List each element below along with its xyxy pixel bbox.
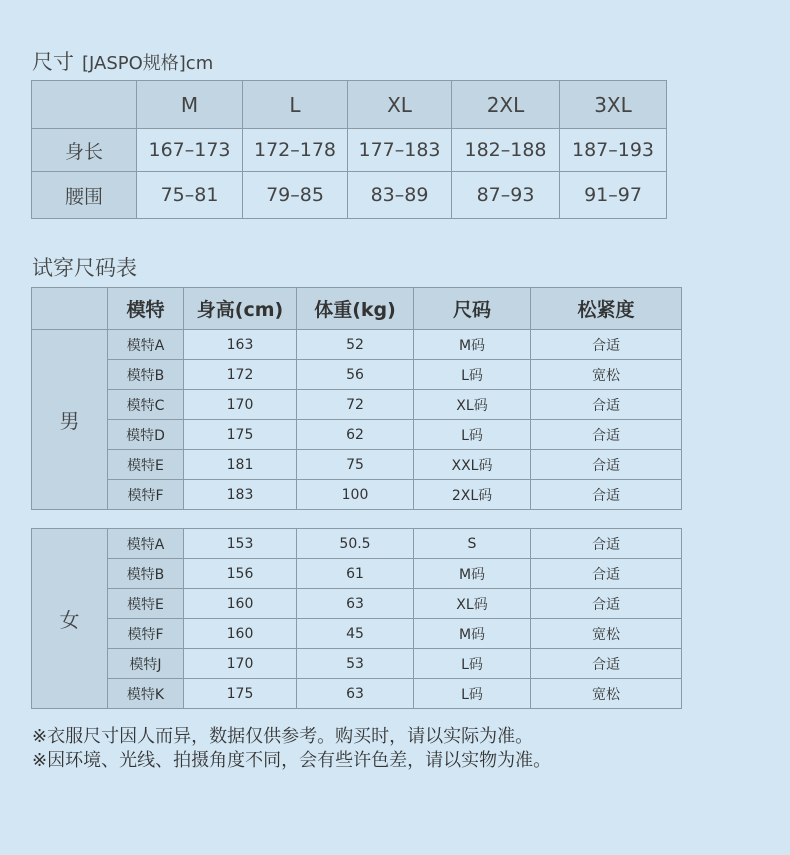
fit-table-female: [31, 528, 682, 709]
fit-size: L码: [414, 420, 531, 450]
fit-weight: 75: [297, 450, 414, 480]
fit-weight: 52: [297, 330, 414, 360]
size-header-l: L: [243, 81, 348, 129]
fit-row: [32, 679, 682, 709]
size-cell: 83–89: [348, 172, 452, 219]
fit-size: L码: [414, 679, 531, 709]
fit-row: [32, 559, 682, 589]
fit-row: [32, 529, 682, 559]
fit-weight: 45: [297, 619, 414, 649]
size-table: [31, 80, 667, 219]
fit-height: 163: [184, 330, 297, 360]
fit-model-name: 模特J: [108, 649, 184, 679]
fit-height: 170: [184, 390, 297, 420]
fit-tightness: 合适: [531, 450, 682, 480]
fit-header-fit: 松紧度: [531, 288, 682, 330]
fit-tightness: 合适: [531, 649, 682, 679]
fit-header-row: [32, 288, 682, 330]
size-header-3xl: 3XL: [560, 81, 667, 129]
fit-tightness: 宽松: [531, 619, 682, 649]
fit-height: 181: [184, 450, 297, 480]
fit-weight: 61: [297, 559, 414, 589]
fit-model-name: 模特E: [108, 589, 184, 619]
fit-size: L码: [414, 649, 531, 679]
size-cell: 79–85: [243, 172, 348, 219]
fit-tightness: 合适: [531, 589, 682, 619]
size-cell: 177–183: [348, 129, 452, 172]
size-cell: 167–173: [137, 129, 243, 172]
fit-group-label: 女: [32, 529, 108, 709]
size-header-blank: [32, 81, 137, 129]
size-row-waist: [32, 172, 667, 219]
fit-height: 153: [184, 529, 297, 559]
fit-tightness: 合适: [531, 420, 682, 450]
size-header-2xl: 2XL: [452, 81, 560, 129]
fit-size: XL码: [414, 390, 531, 420]
fit-model-name: 模特D: [108, 420, 184, 450]
size-row-label: 腰围: [32, 172, 137, 219]
fit-header-weight: 体重(kg): [297, 288, 414, 330]
note-size-variance: ※衣服尺寸因人而异，数据仅供参考。购买时，请以实际为准。: [32, 726, 534, 747]
fit-weight: 62: [297, 420, 414, 450]
note-color-variance: ※因环境、光线、拍摄角度不同，会有些许色差，请以实物为准。: [32, 750, 552, 771]
fit-row: [32, 360, 682, 390]
fit-tightness: 合适: [531, 529, 682, 559]
fit-size: L码: [414, 360, 531, 390]
fit-weight: 63: [297, 589, 414, 619]
fit-tightness: 宽松: [531, 360, 682, 390]
size-cell: 75–81: [137, 172, 243, 219]
size-header-m: M: [137, 81, 243, 129]
fit-tightness: 合适: [531, 559, 682, 589]
size-header-xl: XL: [348, 81, 452, 129]
fit-model-name: 模特C: [108, 390, 184, 420]
fit-height: 170: [184, 649, 297, 679]
fit-group-label: 男: [32, 330, 108, 510]
fit-size: S: [414, 529, 531, 559]
fit-weight: 72: [297, 390, 414, 420]
size-subtitle: [JASPO规格]cm: [82, 53, 214, 74]
size-cell: 182–188: [452, 129, 560, 172]
fit-size: M码: [414, 619, 531, 649]
fit-row: [32, 420, 682, 450]
size-cell: 187–193: [560, 129, 667, 172]
fit-row: [32, 480, 682, 510]
size-title: 尺寸: [32, 50, 74, 74]
fit-row: [32, 619, 682, 649]
fit-weight: 100: [297, 480, 414, 510]
fit-height: 172: [184, 360, 297, 390]
size-cell: 87–93: [452, 172, 560, 219]
fit-model-name: 模特F: [108, 480, 184, 510]
fit-header-blank: [32, 288, 108, 330]
fit-model-name: 模特E: [108, 450, 184, 480]
fit-model-name: 模特K: [108, 679, 184, 709]
size-row-length: [32, 129, 667, 172]
fit-height: 160: [184, 619, 297, 649]
size-cell: 91–97: [560, 172, 667, 219]
fit-tightness: 宽松: [531, 679, 682, 709]
fit-weight: 53: [297, 649, 414, 679]
fit-header-size: 尺码: [414, 288, 531, 330]
fit-row: [32, 390, 682, 420]
fit-size: 2XL码: [414, 480, 531, 510]
fit-height: 175: [184, 420, 297, 450]
fit-size: XXL码: [414, 450, 531, 480]
fit-row: [32, 330, 682, 360]
size-header-row: [32, 81, 667, 129]
fit-model-name: 模特B: [108, 559, 184, 589]
fit-row: [32, 649, 682, 679]
fit-height: 183: [184, 480, 297, 510]
fit-model-name: 模特A: [108, 529, 184, 559]
fit-size: XL码: [414, 589, 531, 619]
fit-row: [32, 589, 682, 619]
fit-model-name: 模特F: [108, 619, 184, 649]
fit-size: M码: [414, 559, 531, 589]
fit-weight: 63: [297, 679, 414, 709]
fit-header-height: 身高(cm): [184, 288, 297, 330]
fit-row: [32, 450, 682, 480]
fit-height: 156: [184, 559, 297, 589]
fit-model-name: 模特A: [108, 330, 184, 360]
size-cell: 172–178: [243, 129, 348, 172]
size-section-title: [32, 46, 213, 76]
fit-header-table: [31, 287, 682, 330]
fit-height: 175: [184, 679, 297, 709]
size-row-label: 身长: [32, 129, 137, 172]
fit-tightness: 合适: [531, 390, 682, 420]
fit-size: M码: [414, 330, 531, 360]
fit-tightness: 合适: [531, 330, 682, 360]
fit-weight: 56: [297, 360, 414, 390]
fit-tightness: 合适: [531, 480, 682, 510]
fit-table-male: [31, 329, 682, 510]
fit-header-model: 模特: [108, 288, 184, 330]
fit-weight: 50.5: [297, 529, 414, 559]
fit-section-title: 试穿尺码表: [32, 256, 137, 280]
fit-height: 160: [184, 589, 297, 619]
fit-model-name: 模特B: [108, 360, 184, 390]
